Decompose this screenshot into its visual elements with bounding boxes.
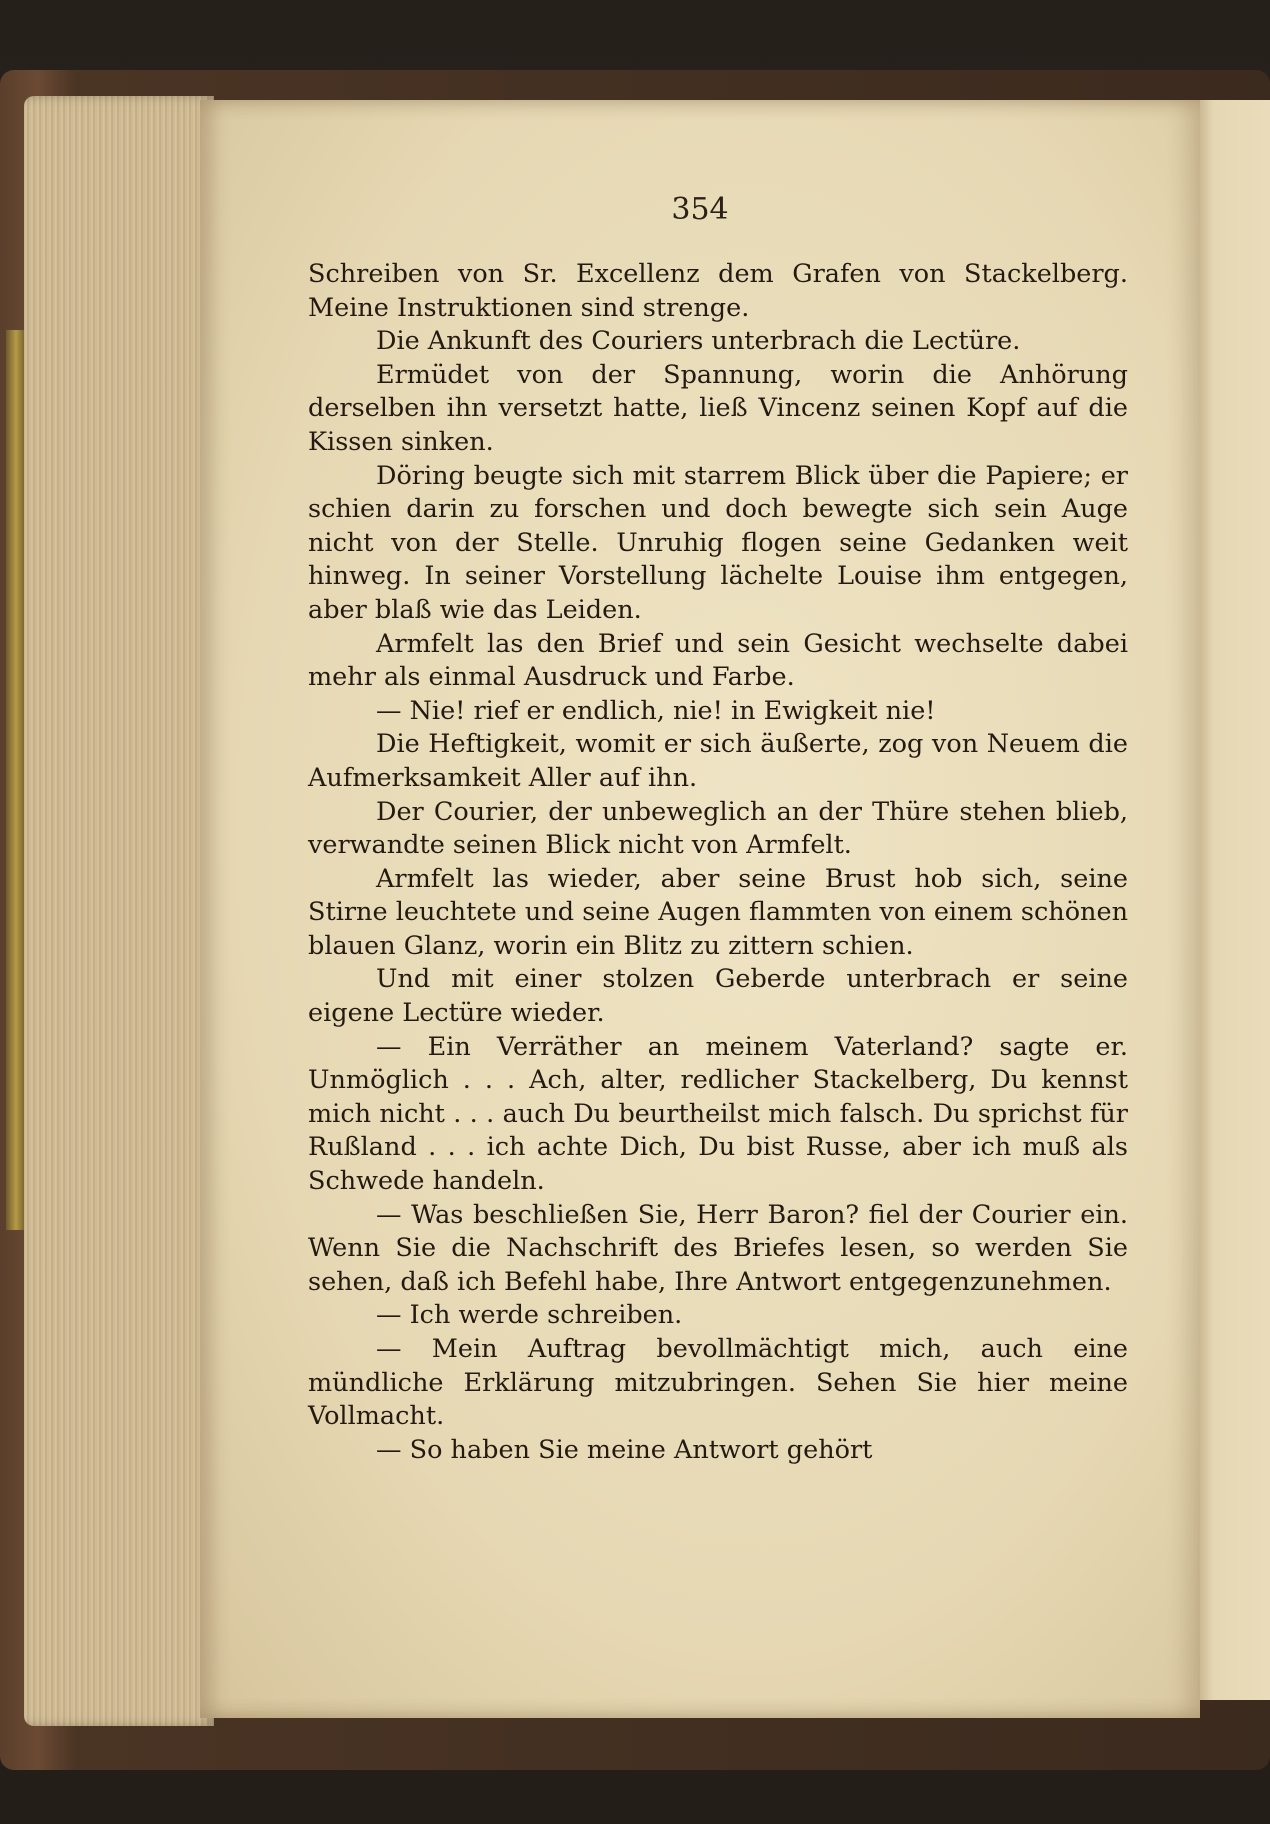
paragraph: — So haben Sie meine Antwort gehört	[376, 1434, 873, 1465]
paragraph: Döring beugte sich mit starrem Blick über die Papiere; er schien darin zu forschen und doch bewegte sich sein Auge nicht von der Stelle. Unruhig flogen seine Gedanken weit hinweg. In seiner Vorstellung lächelte Louise ihm entgegen, aber blaß wie das Leiden.	[308, 460, 1128, 625]
paragraph: — Ich werde schreiben.	[376, 1300, 683, 1331]
book-page	[200, 100, 1200, 1718]
paragraph: Die Heftigkeit, womit er sich äußerte, zog von Neuem die Aufmerksamkeit Aller auf ihn.	[308, 729, 1128, 793]
paragraph: Armfelt las den Brief und sein Gesicht wechselte dabei mehr als einmal Ausdruck und Farbe.	[308, 628, 1128, 693]
paragraph: — Ein Verräther an meinem Vaterland? sagte er. Unmöglich . . . Ach, alter, redlicher Stackelberg, Du kennst mich nicht . . . auch Du beurtheilst mich falsch. Du sprichst für Rußland . . . ich achte Dich, Du bist Russe, aber ich muß als Schwede handeln.	[308, 1031, 1128, 1197]
facing-page-edge	[1190, 100, 1270, 1700]
page-edges	[24, 96, 214, 1726]
paragraph: Ermüdet von der Spannung, worin die Anhörung derselben ihn versetzt hatte, ließ Vincenz seinen Kopf auf die Kissen sinken.	[308, 359, 1128, 457]
page-text	[308, 258, 1128, 1467]
page-number: 354	[671, 192, 729, 227]
paragraph: Armfelt las wieder, aber seine Brust hob sich, seine Stirne leuchtete und seine Augen flammten von einem schönen blauen Glanz, worin ein Blitz zu zittern schien.	[308, 863, 1128, 961]
paragraph: — Was beschließen Sie, Herr Baron? fiel der Courier ein. Wenn Sie die Nachschrift des Briefes lesen, so werden Sie sehen, daß ich Befehl habe, Ihre Antwort entgegenzunehmen.	[308, 1199, 1128, 1297]
paragraph: Der Courier, der unbeweglich an der Thüre stehen blieb, verwandte seinen Blick nicht von Armfelt.	[308, 796, 1128, 861]
paragraph: — Nie! rief er endlich, nie! in Ewigkeit nie!	[376, 695, 936, 726]
paragraph: — Mein Auftrag bevollmächtigt mich, auch eine mündliche Erklärung mitzubringen. Sehen Sie hier meine Vollmacht.	[308, 1334, 1128, 1432]
paragraph: Die Ankunft des Couriers unterbrach die Lectüre.	[376, 326, 1021, 357]
paragraph: Schreiben von Sr. Excellenz dem Grafen von Stackelberg. Meine Instruktionen sind strenge.	[308, 259, 1128, 323]
spine-strip	[6, 330, 26, 1230]
paragraph: Und mit einer stolzen Geberde unterbrach er seine eigene Lectüre wieder.	[308, 964, 1128, 1029]
